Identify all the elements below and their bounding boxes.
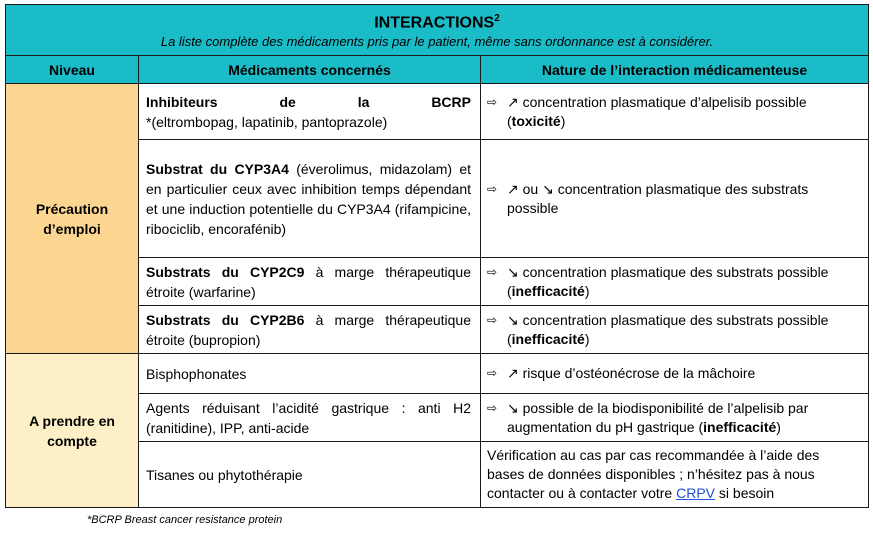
column-header-level: Niveau (6, 56, 139, 84)
drug-bold-text: Substrats du CYP2C9 (146, 263, 305, 280)
table-subtitle: La liste complète des médicaments pris par le patient, même sans ordonnance est à considérer. (160, 33, 714, 49)
decrease-arrow-icon: ↘ (507, 311, 519, 328)
table-row (6, 354, 869, 394)
nature-text: ) (584, 282, 590, 299)
nature-cell-cyp2b6 (481, 306, 869, 354)
nature-cell-bisphosphonates (481, 354, 869, 394)
drug-cell-acid-reducers: Agents réduisant l’acidité gastrique : anti H2 (ranitidine), IPP, anti-acide (139, 394, 481, 442)
nature-cell-cyp2c9 (481, 258, 869, 306)
drug-cell-cyp3a4 (139, 140, 481, 258)
decrease-arrow-icon: ↘ (542, 180, 554, 197)
drug-cell-bcrp (139, 84, 481, 140)
increase-arrow-icon: ↗ (507, 365, 519, 381)
drug-cell-cyp2b6 (139, 306, 481, 354)
arrow-right-icon: ⇨ (487, 312, 498, 327)
title-text: INTERACTIONS (374, 14, 495, 32)
interactions-table (5, 4, 869, 508)
arrow-right-icon: ⇨ (487, 400, 498, 415)
arrow-right-icon: ⇨ (487, 264, 498, 279)
decrease-arrow-icon: ↘ (507, 263, 519, 280)
table-title (6, 7, 868, 32)
drug-bold-text: BCRP (431, 93, 471, 110)
nature-text: concentration plasmatique des substrats possible ( (507, 311, 829, 347)
drug-bold-text: Substrats du CYP2B6 (146, 311, 305, 328)
drug-text: *(eltrombopag, lapatinib, pantoprazole) (146, 113, 388, 130)
column-header-row (6, 56, 869, 84)
arrow-right-icon: ⇨ (487, 94, 498, 109)
table-row (6, 84, 869, 140)
nature-text: possible de la biodisponibilité de l’alpelisib par augmentation du pH gastrique ( (507, 399, 809, 435)
arrow-right-icon: ⇨ (487, 181, 498, 196)
nature-bold-text: inefficacité (511, 282, 585, 299)
drug-bold-text: Inhibiteurs (146, 93, 218, 110)
nature-text: risque d’ostéonécrose de la mâchoire (522, 365, 756, 381)
nature-text: ou (522, 180, 539, 197)
footnote: *BCRP Breast cancer resistance protein (87, 514, 283, 526)
nature-cell-acid-reducers (481, 394, 869, 442)
level-precaution (6, 84, 139, 354)
nature-cell-tisanes (481, 442, 869, 508)
nature-text: ) (776, 418, 781, 435)
level-label: Précaution d’emploi (35, 200, 109, 237)
drug-cell-bisphosphonates: Bisphophonates (139, 354, 481, 394)
nature-text: ) (584, 330, 590, 347)
drug-line (146, 92, 471, 112)
nature-cell-bcrp (481, 84, 869, 140)
nature-text: Vérification au cas par cas recommandée à l’aide des bases de données disponibles ; n’hésitez pas à nous contacter ou à contacter votre (487, 447, 820, 501)
drug-text: (éverolimus, midazolam) et en particulier ceux avec inhibition temps dépendant et une induction potentielle du CYP3A4 (rifampicine, ribociclib, encorafénib) (146, 160, 472, 237)
title-row (6, 5, 869, 56)
column-header-drugs: Médicaments concernés (139, 56, 481, 84)
nature-text: concentration plasmatique des substrats possible ( (507, 263, 829, 299)
drug-text: à marge thérapeutique étroite (warfarine) (146, 263, 471, 300)
crpv-link[interactable]: CRPV (676, 485, 716, 501)
drug-cell-tisanes: Tisanes ou phytothérapie (139, 442, 481, 508)
nature-bold-text: inefficacité (511, 330, 585, 347)
nature-bold-text: toxicité (511, 112, 561, 129)
title-footnote-ref: 2 (494, 13, 500, 25)
nature-text: si besoin (715, 485, 775, 501)
drug-bold-text: de (279, 93, 296, 110)
nature-bold-text: inefficacité (703, 418, 777, 435)
nature-text: concentration plasmatique des substrats possible (507, 180, 809, 216)
nature-cell-cyp3a4 (481, 140, 869, 258)
drug-text: à marge thérapeutique étroite (bupropion) (146, 311, 471, 348)
drug-bold-text: la (357, 93, 370, 110)
nature-text: concentration plasmatique d’alpelisib possible ( (507, 93, 807, 129)
arrow-right-icon: ⇨ (487, 366, 498, 380)
level-label: A prendre en compte (29, 412, 115, 449)
interactions-table-container (5, 4, 868, 526)
drug-bold-text: Substrat du CYP3A4 (146, 160, 289, 177)
drug-cell-cyp2c9 (139, 258, 481, 306)
increase-arrow-icon: ↗ (507, 93, 519, 110)
column-header-nature: Nature de l’interaction médicamenteuse (481, 56, 869, 84)
decrease-arrow-icon: ↘ (507, 399, 519, 416)
title-cell (6, 5, 869, 56)
nature-text: ) (560, 112, 566, 129)
increase-arrow-icon: ↗ (507, 180, 519, 197)
level-prendre-en-compte (6, 354, 139, 508)
